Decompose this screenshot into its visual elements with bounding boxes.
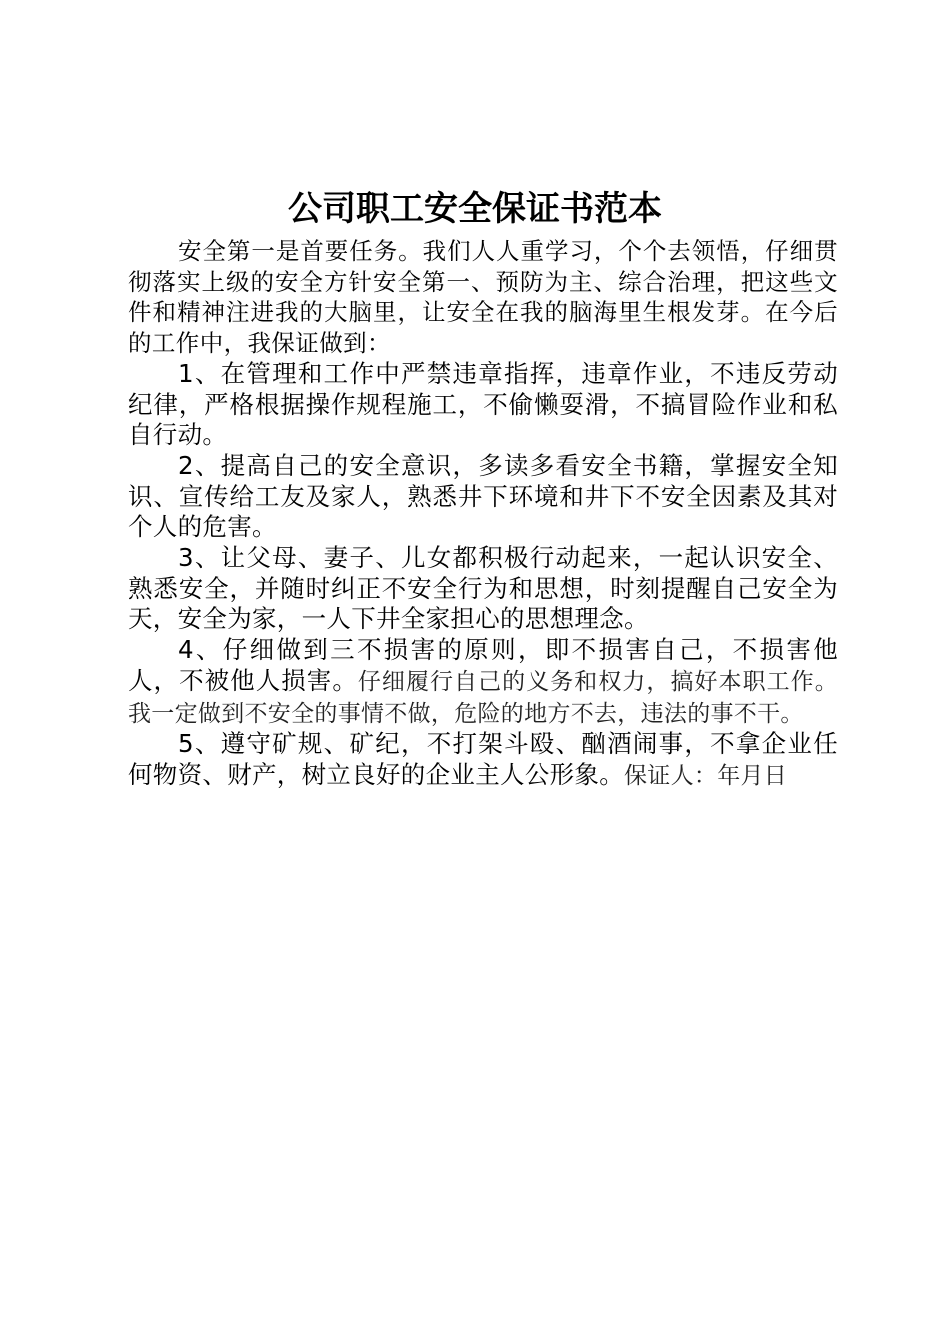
signature-line: 保证人：年月日 <box>624 762 788 789</box>
pledge-item-3 <box>128 543 838 635</box>
document-title: 公司职工安全保证书范本 <box>288 189 662 229</box>
pledge-item-text: 5、遵守矿规、矿纪，不打架斗殴、酗酒闹事，不拿企业任何物资、财产，树立良好的企业主人公形象。 <box>128 729 838 789</box>
pledge-item-text: 4、仔细做到三不损害的原则，即不损害自己，不损害他人，不被他人损害。 <box>128 635 838 695</box>
pledge-item-2 <box>128 451 838 543</box>
pledge-item-4 <box>128 635 838 729</box>
intro-paragraph: 安全第一是首要任务。我们人人重学习，个个去领悟，仔细贯彻落实上级的安全方针安全第一、预防为主、综合治理，把这些文件和精神注进我的大脑里，让安全在我的脑海里生根发芽。在今后的工作中，我保证做到： <box>128 237 838 358</box>
pledge-item-continuation: 仔细履行自己的义务和权力，搞好本职工作。我一定做到不安全的事情不做，危险的地方不去，违法的事不干。 <box>128 668 839 727</box>
pledge-item-5 <box>128 729 838 791</box>
pledge-item-text: 2、提高自己的安全意识，多读多看安全书籍，掌握安全知识、宣传给工友及家人，熟悉井下环境和井下不安全因素及其对个人的危害。 <box>128 450 838 542</box>
pledge-item-text: 1、在管理和工作中严禁违章指挥，违章作业，不违反劳动纪律，严格根据操作规程施工，不偷懒耍滑，不搞冒险作业和私自行动。 <box>128 358 838 450</box>
document-body <box>128 236 838 792</box>
pledge-item-1 <box>128 359 838 451</box>
pledge-item-text: 3、让父母、妻子、儿女都积极行动起来，一起认识安全、熟悉安全，并随时纠正不安全行为和思想，时刻提醒自己安全为天，安全为家，一人下井全家担心的思想理念。 <box>128 543 838 634</box>
